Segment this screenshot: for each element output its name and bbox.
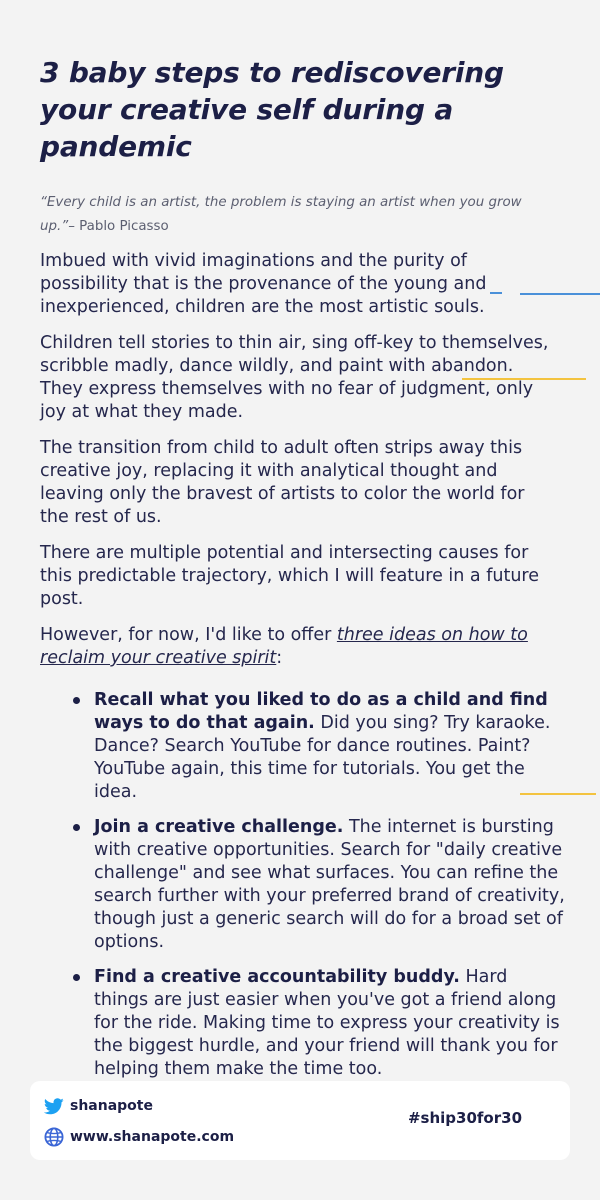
- bullet-icon: [73, 974, 80, 981]
- article-title: 3 baby steps to rediscovering your creative self during a pandemic: [40, 56, 504, 163]
- epigraph-quote: [40, 191, 560, 239]
- author-footer-card: [30, 1081, 570, 1160]
- idea-heading: Find a creative accountability buddy.: [94, 967, 460, 987]
- bullet-icon: [73, 824, 80, 831]
- idea-heading: Recall what you liked to do as a child and find ways to do that again.: [94, 690, 548, 733]
- quote-author: – Pablo Picasso: [68, 219, 169, 234]
- paragraph: Children tell stories to thin air, sing off-key to themselves, scribble madly, dance wildly, and paint with abandon. They express themselves with no fear of judgment, only joy at what they made.: [40, 333, 549, 422]
- idea-heading: Join a creative challenge.: [94, 817, 344, 837]
- website-url: www.shanapote.com: [70, 1129, 235, 1145]
- quote-text: “Every child is an artist, the problem is staying an artist when you grow up.”: [40, 195, 522, 234]
- paragraph: There are multiple potential and intersecting causes for this predictable trajectory, which I will feature in a future post.: [40, 543, 539, 609]
- offer-punctuation: :: [276, 648, 283, 668]
- idea-text: The internet is bursting with creative opportunities. Search for "daily creative challenge" and see what surfaces. You can refine the search further with your preferred brand of creativity, though just a generic search will do for a broad set of options.: [94, 817, 565, 952]
- idea-text: Did you sing? Try karaoke. Dance? Search YouTube for dance routines. Paint? YouTube again, this time for tutorials. You get the idea.: [94, 713, 551, 802]
- bullet-icon: [73, 697, 80, 704]
- list-item: [94, 966, 565, 1081]
- twitter-handle: shanapote: [70, 1098, 153, 1114]
- twitter-bird-icon: [44, 1096, 64, 1116]
- offer-text: However, for now, I'd like to offer: [40, 625, 337, 645]
- globe-icon: [44, 1127, 64, 1147]
- hashtag: #ship30for30: [407, 1109, 522, 1127]
- list-item: [94, 816, 565, 954]
- list-item: [94, 689, 565, 804]
- ideas-list: [40, 689, 565, 1081]
- twitter-row[interactable]: [44, 1096, 153, 1116]
- website-row[interactable]: [44, 1127, 234, 1147]
- idea-text: Hard things are just easier when you've got a friend along for the ride. Making time to express your creativity is the biggest hurdle, and your friend will thank you for helping them make the time too.: [94, 967, 560, 1079]
- paragraph: Imbued with vivid imaginations and the purity of possibility that is the provenance of the young and inexperienced, children are the most artistic souls.: [40, 251, 487, 317]
- three-ideas-link[interactable]: three ideas on how to reclaim your creative spirit: [40, 625, 528, 668]
- offer-paragraph: [40, 624, 555, 670]
- paragraph: The transition from child to adult often strips away this creative joy, replacing it with analytical thought and leaving only the bravest of artists to color the world for the rest of us.: [40, 438, 525, 527]
- article: [40, 54, 565, 1093]
